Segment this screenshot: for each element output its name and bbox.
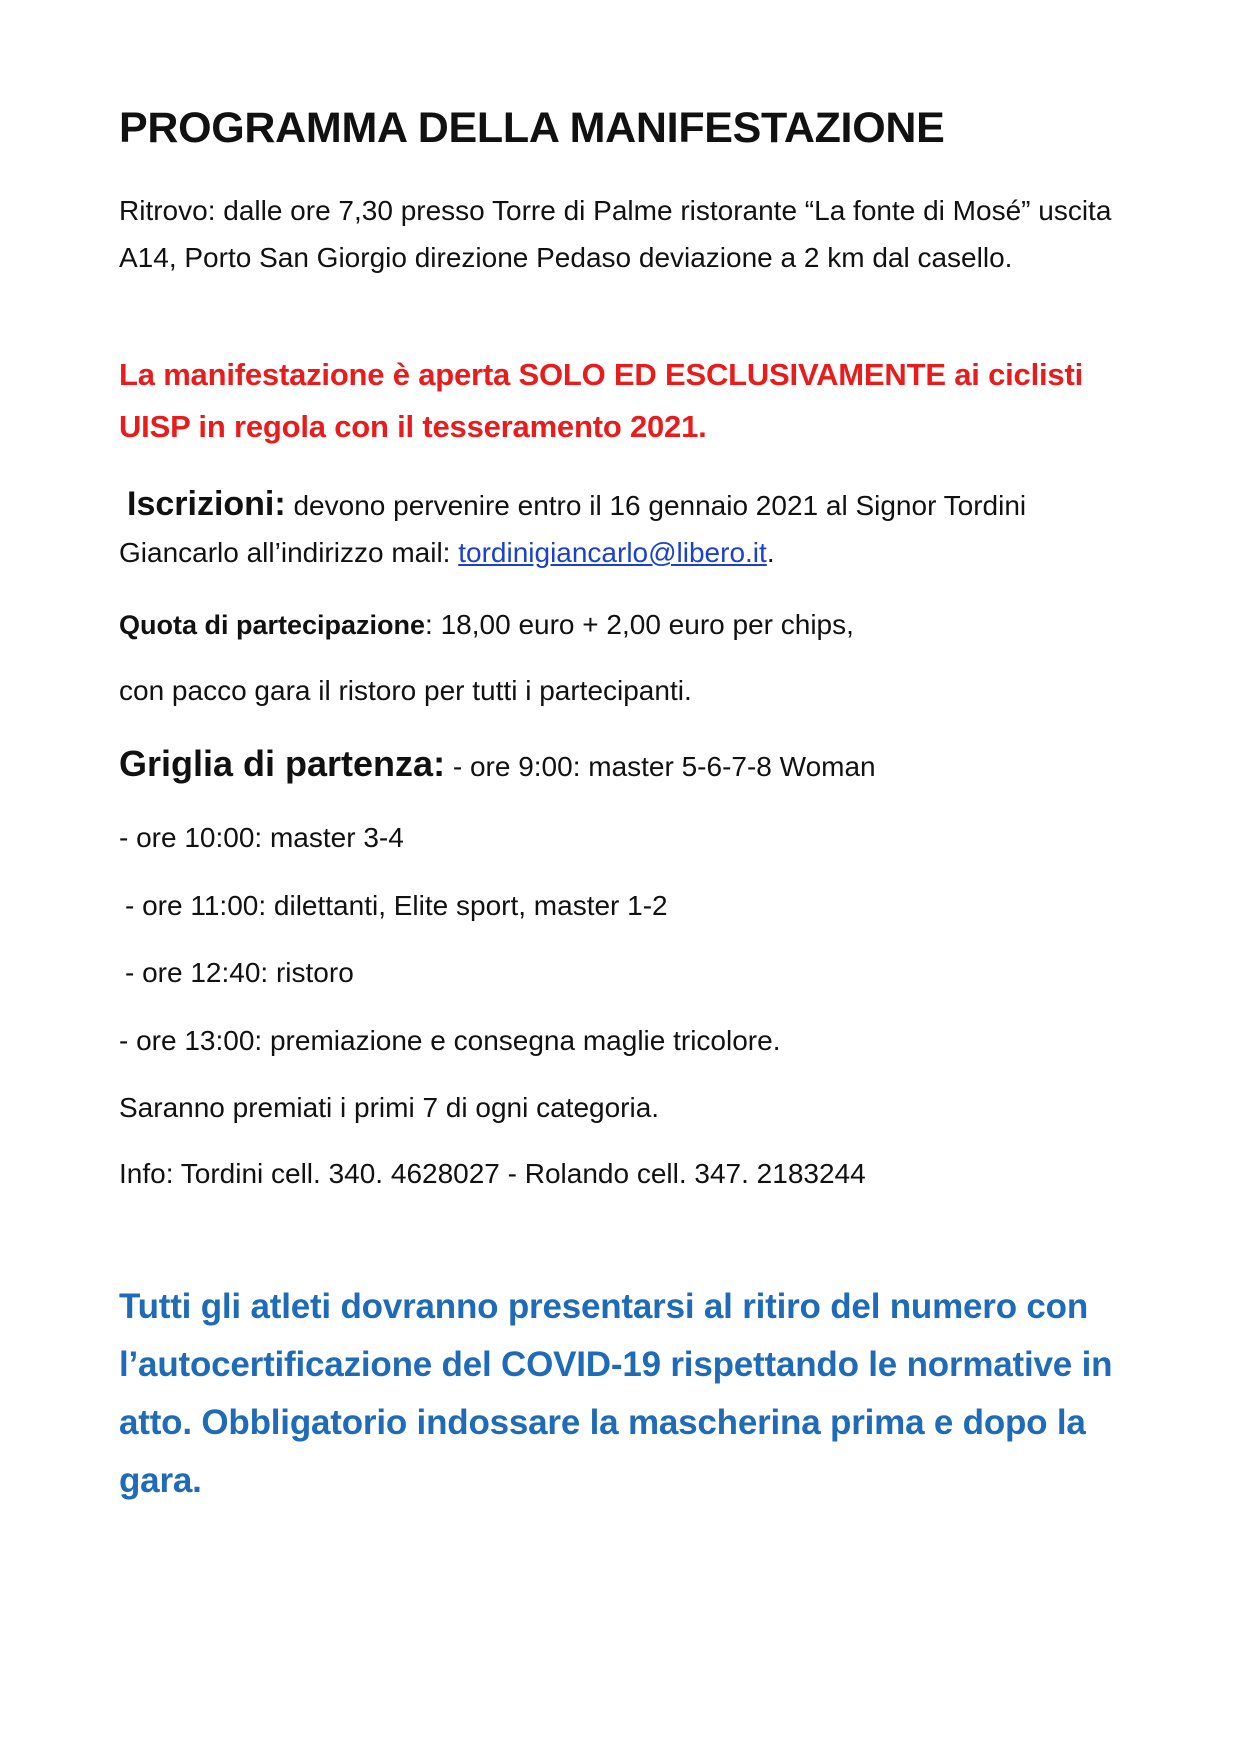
iscrizioni-end: . (766, 537, 775, 568)
griglia-heading (119, 744, 876, 787)
quota-text: : 18,00 euro + 2,00 euro per chips, (425, 609, 854, 640)
uisp-notice: La manifestazione è aperta SOLO ED ESCLUSIVAMENTE ai ciclisti UISP in regola con il tesseramento 2021. (119, 357, 1083, 444)
griglia-first-item: - ore 9:00: master 5-6-7-8 Woman (445, 751, 876, 782)
info-contacts: Info: Tordini cell. 340. 4628027 - Rolando cell. 347. 2183244 (119, 1158, 866, 1189)
document-title: PROGRAMMA DELLA MANIFESTAZIONE (119, 104, 945, 152)
griglia-item: - ore 12:40: ristoro (125, 957, 354, 988)
iscrizioni-label: Iscrizioni: (127, 485, 286, 523)
griglia-label: Griglia di partenza: (119, 743, 446, 784)
premiati-paragraph: Saranno premiati i primi 7 di ogni categoria. (119, 1092, 660, 1123)
iscrizioni-text: devono pervenire entro il 16 gennaio 2021 al Signor Tordini Giancarlo all’indirizzo mail: (119, 490, 1027, 568)
iscrizioni-paragraph (119, 481, 1129, 576)
pacco-paragraph: con pacco gara il ristoro per tutti i partecipanti. (119, 675, 692, 706)
quota-paragraph (119, 605, 854, 645)
covid-notice: Tutti gli atleti dovranno presentarsi al ritiro del numero con l’autocertificazione del COVID-19 rispettando le normative in atto. Obbligatorio indossare la mascherina prima e dopo la gara. (119, 1287, 1113, 1500)
griglia-item: - ore 10:00: master 3-4 (119, 822, 404, 853)
ritrovo-paragraph: Ritrovo: dalle ore 7,30 presso Torre di Palme ristorante “La fonte di Mosé” uscita A14, Porto San Giorgio direzione Pedaso deviazione a 2 km dal casello. (119, 195, 1112, 273)
griglia-item: - ore 13:00: premiazione e consegna maglie tricolore. (119, 1025, 781, 1056)
quota-label: Quota di partecipazione (119, 610, 426, 640)
email-link[interactable]: tordinigiancarlo@libero.it (458, 537, 767, 568)
griglia-item: - ore 11:00: dilettanti, Elite sport, master 1-2 (125, 890, 668, 921)
